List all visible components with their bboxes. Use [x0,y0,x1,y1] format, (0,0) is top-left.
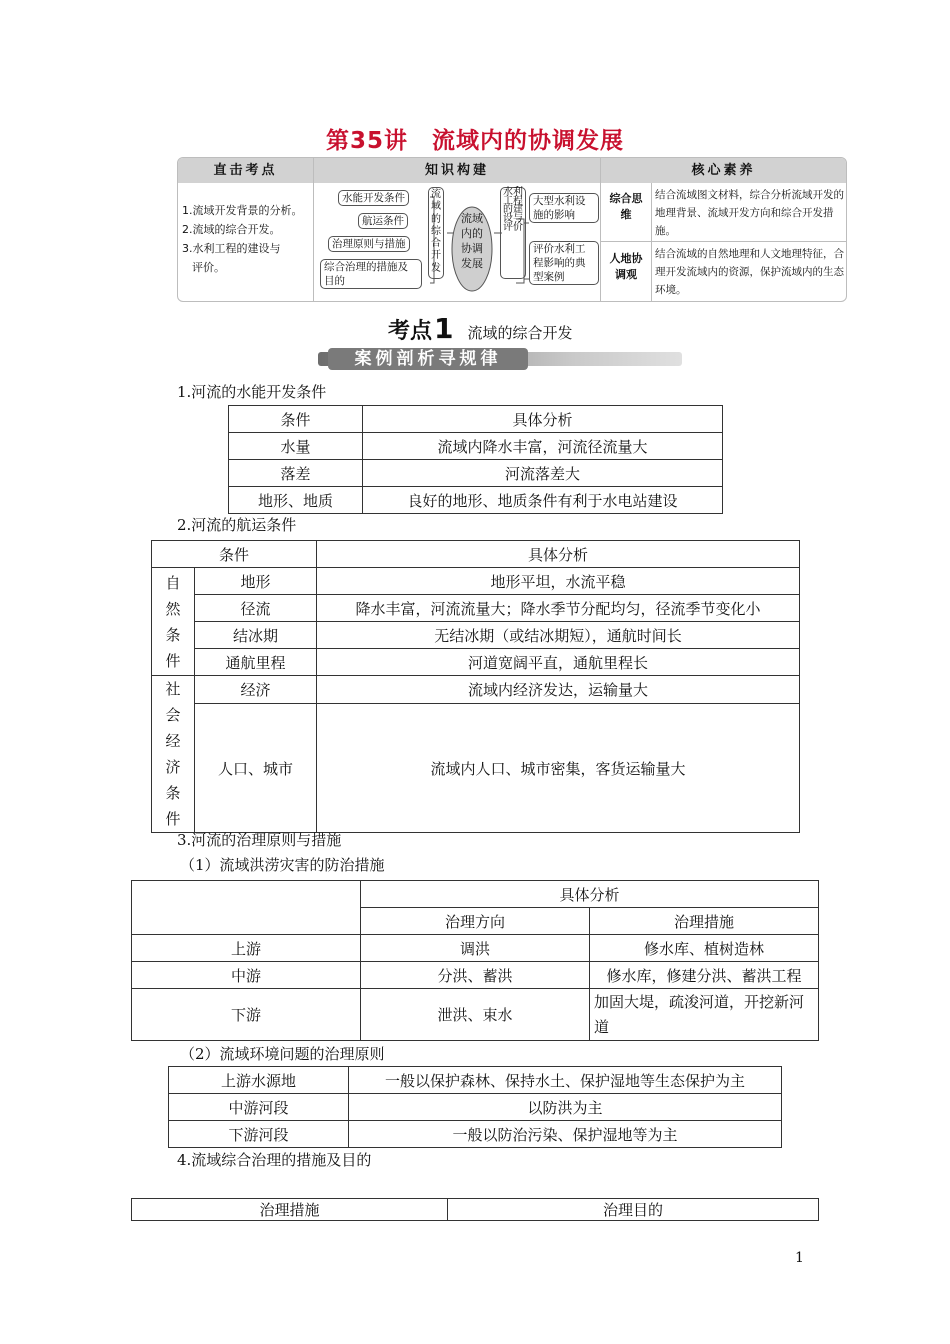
table-row: 上游 调洪 修水库、植树造林 [132,935,819,962]
table-row: 下游 泄洪、束水 加固大堤，疏浚河道，开挖新河道 [132,989,819,1041]
summary-header-core: 核心素养 [601,158,846,183]
table-row: 自然条件 地形 地形平坦，水流平稳 [152,568,800,595]
page-number: 1 [795,1250,804,1266]
table-header: 具体分析 [361,881,819,908]
table-row: 社会经济条件 经济 流域内经济发达，运输量大 [152,676,800,704]
table-header: 治理措施 [132,1199,448,1221]
summary-box [177,157,847,302]
group-label: 社会经济条件 [152,676,195,833]
kaodian-title: 流域的综合开发 [467,324,573,342]
core-label: 人地协调观 [609,252,643,281]
point-item: 1.流域开发背景的分析。 [182,204,303,217]
table-row: 下游河段 一般以防治污染、保护湿地等为主 [169,1121,782,1148]
table-row: 结冰期 无结冰期（或结冰期短），通航时间长 [152,622,800,649]
point-item: 2.流域的综合开发。 [182,223,281,236]
knowledge-item: 综合治理的措施及目的 [320,259,422,289]
table-header: 治理方向 [361,908,590,935]
table-header: 治理目的 [448,1199,819,1221]
banner-label: 案例剖析寻规律 [328,348,528,370]
hydropower-table [228,405,723,514]
table-header: 具体分析 [317,541,800,568]
section-3-sub2: （2）流域环境问题的治理原则 [180,1045,385,1063]
core-literacy [601,183,846,301]
table-row: 通航里程 河道宽阔平直，通航里程长 [152,649,800,676]
group-label: 自然条件 [152,568,195,676]
knowledge-item: 大型水利设施的影响 [529,193,599,223]
summary-header-points: 直击考点 [178,158,313,183]
table-header: 具体分析 [363,406,723,433]
section-3-sub1: （1）流域洪涝灾害的防治措施 [180,856,385,874]
point-item: 评价。 [192,261,225,274]
table-row: 中游 分洪、蓄洪 修水库，修建分洪、蓄洪工程 [132,962,819,989]
page-title: 第35讲 流域内的协调发展 [325,128,624,154]
knowledge-map [314,183,600,301]
table-row: 落差 河流落差大 [229,460,723,487]
knowledge-vertical-2: 水利工程的建设与评价 [500,187,526,279]
flood-table [131,880,819,1041]
point-item: 3.水利工程的建设与 [182,242,281,255]
core-text: 结合流域图文材料，综合分析流域开发的地理背景、流域开发方向和综合开发措施。 [655,189,844,237]
section-heading [388,312,573,345]
section-2-heading: 2.河流的航运条件 [177,516,297,534]
table-row: 上游水源地 一般以保护森林、保持水土、保护湿地等生态保护为主 [169,1067,782,1094]
banner [318,348,682,370]
table-header: 治理措施 [590,908,819,935]
kaodian-number: 1 [434,312,454,345]
knowledge-item: 评价水利工程影响的典型案例 [529,241,599,285]
knowledge-item: 治理原则与措施 [328,236,410,252]
table-header: 条件 [229,406,363,433]
section-3-heading: 3.河流的治理原则与措施 [177,831,342,849]
knowledge-vertical-1: 流域的综合开发 [428,187,444,279]
summary-header-knowledge: 知识构建 [314,158,600,183]
environment-table [168,1066,782,1148]
table-row: 地形、地质 良好的地形、地质条件有利于水电站建设 [229,487,723,514]
table-row: 水量 流域内降水丰富，河流径流量大 [229,433,723,460]
section-1-heading: 1.河流的水能开发条件 [177,383,327,401]
table-header: 条件 [152,541,317,568]
knowledge-center: 流域内的协调发展 [461,212,483,270]
core-label: 综合思维 [609,192,643,221]
table-row: 径流 降水丰富，河流流量大；降水季节分配均匀，径流季节变化小 [152,595,800,622]
kaodian-label: 考点 [388,319,433,344]
knowledge-item: 水能开发条件 [338,190,409,206]
section-4-heading: 4.流域综合治理的措施及目的 [177,1151,372,1169]
governance-table [131,1198,819,1221]
navigation-table [151,540,800,833]
table-row: 人口、城市 流域内人口、城市密集，客货运输量大 [152,704,800,833]
knowledge-item: 航运条件 [358,213,408,229]
core-text: 结合流域的自然地理和人文地理特征，合理开发流域内的资源，保护流域内的生态环境。 [655,248,844,296]
table-row: 中游河段 以防洪为主 [169,1094,782,1121]
summary-points [182,183,312,301]
